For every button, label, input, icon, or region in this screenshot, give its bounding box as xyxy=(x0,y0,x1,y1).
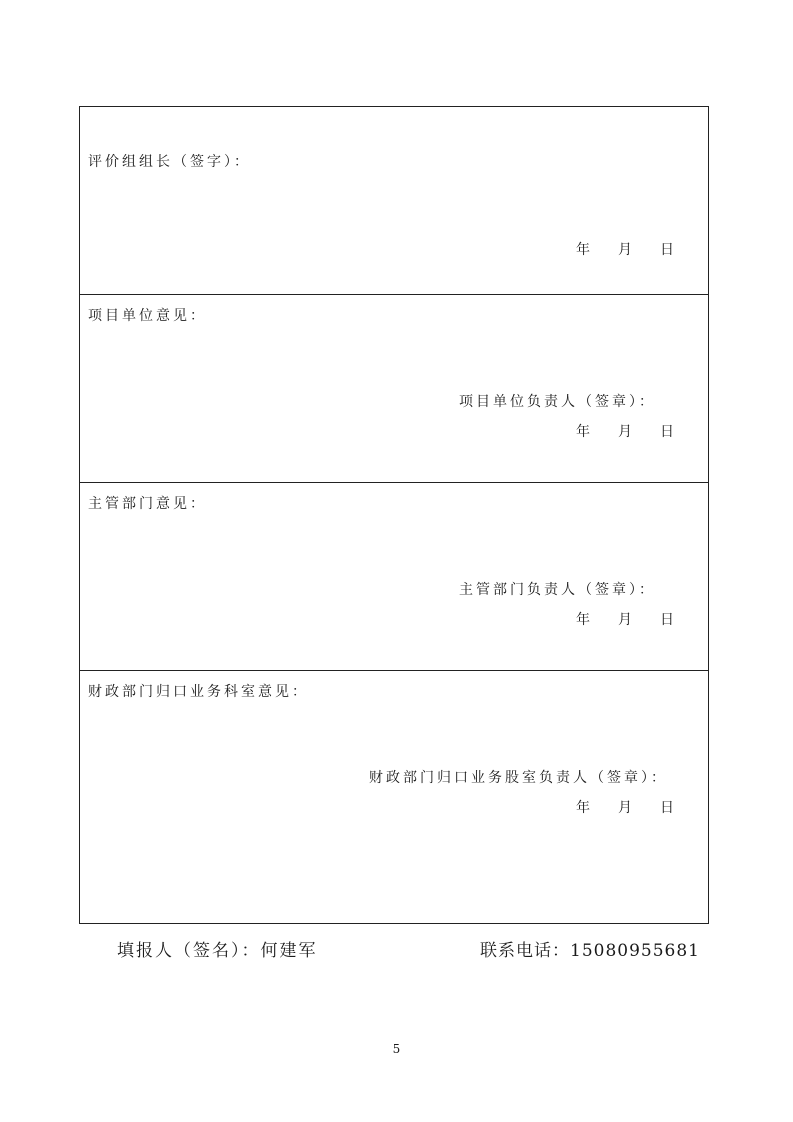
supervising-dept-signer-label: 主管部门负责人（签章）： xyxy=(459,582,656,598)
section-finance-dept xyxy=(80,671,708,923)
project-unit-signer-label: 项目单位负责人（签章）： xyxy=(459,394,656,410)
date-year: 年 xyxy=(576,242,590,258)
date-month: 月 xyxy=(618,424,632,440)
date-line xyxy=(576,421,674,441)
date-day: 日 xyxy=(660,612,674,628)
date-day: 日 xyxy=(660,424,674,440)
date-month: 月 xyxy=(618,800,632,816)
evaluation-form-table xyxy=(79,106,709,924)
section-project-unit xyxy=(80,295,708,483)
finance-dept-signer-label: 财政部门归口业务股室负责人（签章）： xyxy=(369,770,668,786)
date-month: 月 xyxy=(618,612,632,628)
date-line xyxy=(576,797,674,817)
date-day: 日 xyxy=(660,800,674,816)
section-supervising-dept xyxy=(80,483,708,671)
date-month: 月 xyxy=(618,242,632,258)
filler-signature: 填报人（签名）：何建军 xyxy=(117,941,318,961)
project-unit-opinion-label: 项目单位意见： xyxy=(88,308,207,324)
date-year: 年 xyxy=(576,612,590,628)
date-line xyxy=(576,609,674,629)
page-number: 5 xyxy=(392,1042,401,1056)
contact-phone: 联系电话：15080955681 xyxy=(480,941,700,961)
date-year: 年 xyxy=(576,800,590,816)
date-day: 日 xyxy=(660,242,674,258)
date-line xyxy=(576,239,674,259)
group-leader-label: 评价组组长（签字）： xyxy=(88,154,251,170)
date-year: 年 xyxy=(576,424,590,440)
finance-dept-opinion-label: 财政部门归口业务科室意见： xyxy=(88,684,309,700)
section-group-leader xyxy=(80,107,708,295)
supervising-dept-opinion-label: 主管部门意见： xyxy=(88,496,207,512)
